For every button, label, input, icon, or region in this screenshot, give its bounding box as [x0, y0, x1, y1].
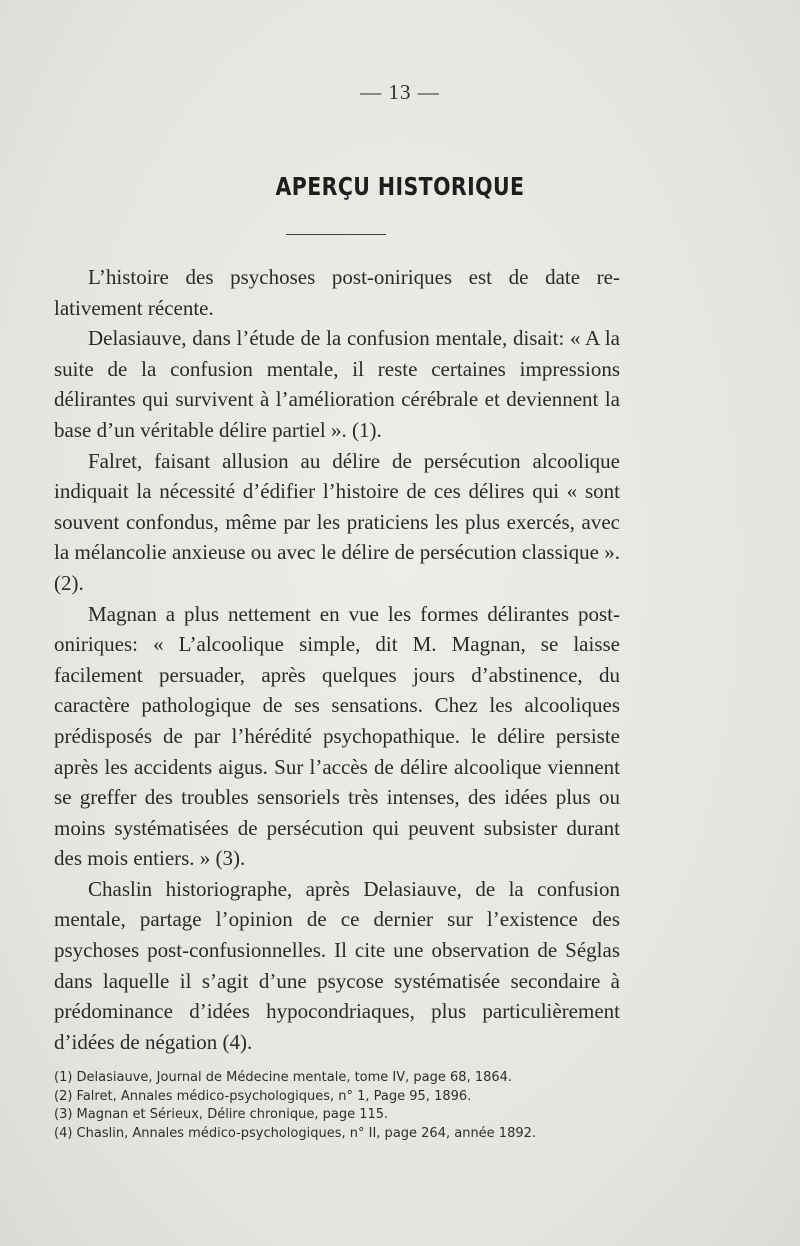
title-divider — [286, 234, 386, 235]
paragraph: Falret, faisant allusion au délire de persécution alcoolique indiquait la nécessité d’édifier l’histoire de ces délires qui « sont souvent confondus, même par les praticiens les plus exercés, avec la mélancolie anxieuse ou avec le délire de persécution classique ». (2). — [54, 448, 620, 595]
footnotes — [54, 1069, 620, 1143]
footnote: (1) Delasiauve, Journal de Médecine mentale, tome IV, page 68, 1864. — [54, 1070, 513, 1085]
paragraph: Magnan a plus nettement en vue les formes délirantes post-oniriques: « L’alcoolique simple, dit M. Magnan, se laisse facilement persuader, après quelques jours d’abstinence, du caractère pathologique de ses sensations. Chez les alcooliques prédisposés de par l’hérédité psychopathique. le délire persiste après les accidents aigus. Sur l’accès de délire alcoolique viennent se greffer des troubles sensoriels très intenses, des idées plus ou moins systématisées de persécution qui peuvent subsister durant des mois entiers. » (3). — [54, 601, 620, 871]
page-title: APERÇU HISTORIQUE — [275, 172, 525, 201]
body-text — [54, 262, 620, 1057]
paragraph: Delasiauve, dans l’étude de la confusion mentale, disait: « A la suite de la confusion mentale, il reste certaines impressions délirantes qui survivent à l’amélioration cérébrale et deviennent la base d’un véritable délire partiel ». (1). — [54, 326, 620, 442]
page-number: — 13 — — [360, 80, 440, 104]
paragraph: L’histoire des psychoses post-oniriques est de date relativement récente. — [54, 265, 620, 320]
footnote: (2) Falret, Annales médico-psychologiques, n° 1, Page 95, 1896. — [54, 1088, 472, 1104]
footnote: (3) Magnan et Sérieux, Délire chronique, page 115. — [54, 1107, 389, 1123]
footnote: (4) Chaslin, Annales médico-psychologiques, n° II, page 264, année 1892. — [54, 1125, 537, 1141]
paragraph: Chaslin historiographe, après Delasiauve, de la confusion mentale, partage l’opinion de ce dernier sur l’existence des psychoses post-confusionnelles. Il cite une observation de Séglas dans laquelle il s’agit d’une psycose systématisée secondaire à prédominance d’idées hypocondriaques, plus particulièrement d’idées de négation (4). — [54, 876, 620, 1054]
